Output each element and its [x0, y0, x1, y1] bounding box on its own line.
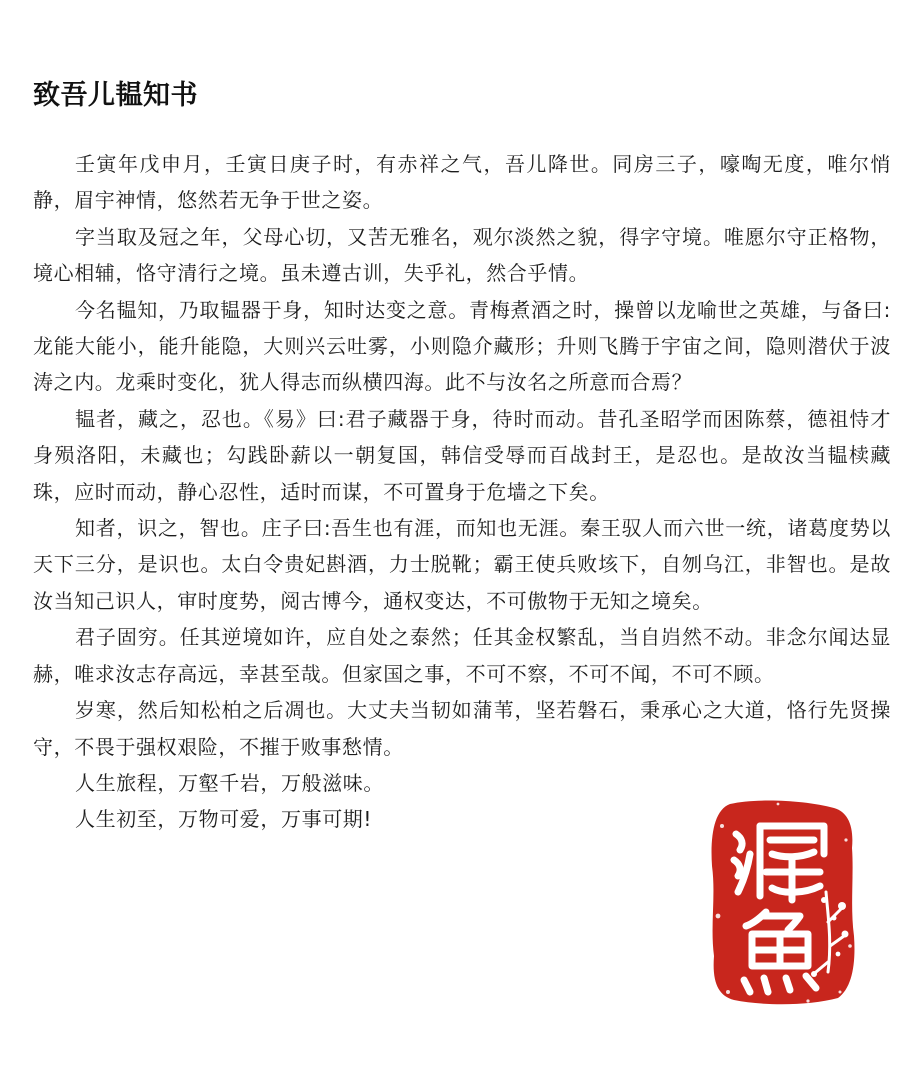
letter-paragraph: 今名韫知，乃取韫器于身，知时达变之意。青梅煮酒之时，操曾以龙喻世之英雄，与备曰:龙能大能小，能升能隐，大则兴云吐雾，小则隐介藏形；升则飞腾于宇宙之间，隐则潜伏于波涛之内。龙乘时变化，犹人得志而纵横四海。此不与汝名之所意而合焉？ [33, 297, 891, 395]
letter-paragraph: 人生旅程，万壑千岩，万般滋味。 [75, 770, 384, 795]
red-seal-stamp-icon [708, 796, 858, 1008]
letter-title: 致吾儿韫知书 [33, 80, 198, 111]
letter-body [33, 146, 891, 838]
letter-paragraph: 人生初至，万物可爱，万事可期! [75, 807, 373, 832]
letter-paragraph: 君子固穷。任其逆境如许，应自处之泰然；任其金权繁乱，当自岿然不动。非念尔闻达显赫，唯求汝志存高远，幸甚至哉。但家国之事，不可不察，不可不闻，不可不顾。 [33, 625, 891, 686]
letter-paragraph: 知者，识之，智也。庄子曰:吾生也有涯，而知也无涯。秦王驭人而六世一统，诸葛度势以天下三分，是识也。太白令贵妃斟酒，力士脱靴；霸王使兵败垓下，自刎乌江，非智也。是故汝当知己识人，审时度势，阅古博今，通权变达，不可傲物于无知之境矣。 [33, 516, 891, 613]
letter-paragraph: 字当取及冠之年，父母心切，又苦无雅名，观尔淡然之貌，得字守境。唯愿尔守正格物，境心相辅，恪守清行之境。虽未遵古训，失乎礼，然合乎情。 [33, 224, 891, 286]
letter-paragraph: 韫者，藏之，忍也。《易》曰:君子藏器于身，待时而动。昔孔圣昭学而困陈蔡，德祖恃才身殒洛阳，未藏也；勾践卧薪以一朝复国，韩信受辱而百战封王，是忍也。是故汝当韫椟藏珠，应时而动，静心忍性，适时而谋，不可置身于危墙之下矣。 [33, 406, 891, 504]
letter-paragraph: 壬寅年戊申月，壬寅日庚子时，有赤祥之气，吾儿降世。同房三子，嚎啕无度，唯尔悄静，眉宇神情，悠然若无争于世之姿。 [33, 152, 891, 213]
letter-paragraph: 岁寒，然后知松柏之后凋也。大丈夫当韧如蒲苇，坚若磐石，秉承心之大道，恪行先贤操守，不畏于强权艰险，不摧于败事愁情。 [33, 698, 891, 759]
